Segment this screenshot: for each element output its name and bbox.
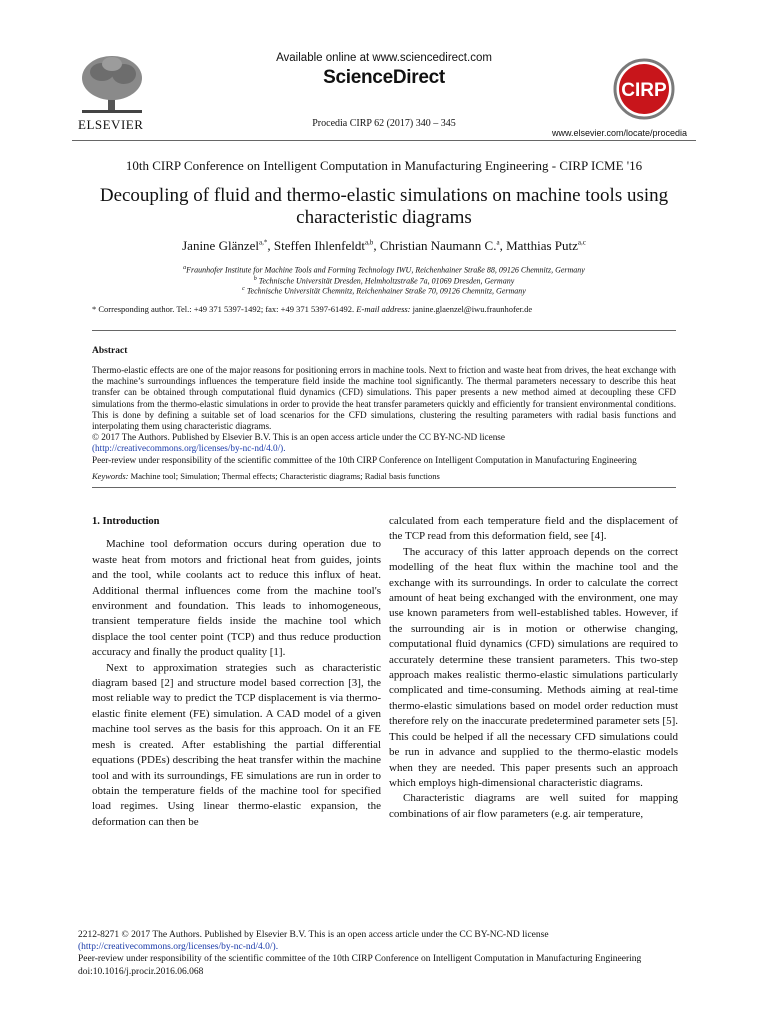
available-online-text: Available online at www.sciencedirect.com (276, 52, 492, 64)
affiliation-text: Technische Universität Dresden, Helmholtzstraße 7a, 01069 Dresden, Germany (256, 276, 515, 286)
author-affiliation-marker: a (496, 238, 500, 247)
journal-citation: Procedia CIRP 62 (2017) 340 – 345 (312, 118, 456, 129)
affiliation-marker: a (183, 265, 187, 271)
affiliation-text: Fraunhofer Institute for Machine Tools and Forming Technology IWU, Reichenhainer Straße 88, 09126 Chemnitz, Germany (186, 265, 585, 275)
header-divider (72, 140, 696, 141)
author-name: Christian Naumann C. (379, 238, 497, 253)
cirp-logo (606, 58, 682, 120)
body-paragraph: Next to approximation strategies such as characteristic diagram based [2] and structure model based correction [3], the most reliable way to predict the TCP displacement is via thermo-elastic finite element (FE) simulation. A CAD model of a given machine tool serves as the basis for this approach. On it an FE mesh is created. After establishing the partial differential equations (PDEs) describing the heat transfer within the machine tool and with its surroundings, FE simulations are run in order to obtain the temperature fields of the machine tool for specified load regimes. Using linear thermo-elastic expansion, the deformation can then be (92, 661, 381, 828)
abstract-heading: Abstract (92, 346, 128, 356)
abstract-text: Thermo-elastic effects are one of the major reasons for positioning errors in machine tools. Next to friction and waste heat from drives, the heat exchange with the machine’s surroundings influences the temperature field inside the machine tool significantly. The thermal parameters necessary to describe this heat transfer can be obtained through computational fluid dynamics (CFD) simulations. This paper presents a new method aimed at decoupling these CFD simulations from the thermo-elastic simulations in order to provide the heat transfer parameters quickly and efficiently for transient environmental conditions. This is done by defining a suitable set of load scenarios for the CFD simulations, clustering the resulting parameters with radial basis functions and interpolating them using characteristic diagrams. (92, 365, 676, 432)
author-name: Janine Glänzel (182, 238, 259, 253)
footer-issn: 2212-8271 © 2017 The Authors. Published by Elsevier B.V. This is an open access article under the CC BY-NC-ND license (78, 930, 549, 940)
cirp-logo-text: CIRP (621, 80, 667, 101)
abstract-bottom-divider (92, 487, 676, 488)
license-link[interactable]: (http://creativecommons.org/licenses/by-nc-nd/4.0/). (92, 443, 286, 454)
right-column (389, 514, 678, 822)
affiliation-line (0, 286, 768, 296)
corresponding-author-note: * Corresponding author. Tel.: +49 371 5397-1492; fax: +49 371 5397-61492. E-mail address: janine.glaenzel@iwu.fraunhofer.de (92, 304, 533, 314)
footer-doi[interactable]: doi:10.1016/j.procir.2016.06.068 (78, 966, 204, 977)
left-column (92, 514, 381, 830)
keywords-text: Machine tool; Simulation; Thermal effects; Characteristic diagrams; Radial basis functions (128, 471, 440, 481)
abstract-top-divider (92, 330, 676, 331)
affiliation-line (0, 276, 768, 286)
affiliation-line (0, 265, 768, 275)
author-name: Steffen Ihlenfeldt (273, 238, 365, 253)
author-affiliation-marker: a,c (577, 238, 586, 247)
email-address[interactable]: janine.glaenzel@iwu.fraunhofer.de (410, 304, 533, 314)
keywords-label: Keywords: (92, 471, 129, 481)
abstract-body (92, 365, 676, 466)
journal-url[interactable]: www.elsevier.com/locate/procedia (552, 128, 688, 138)
body-paragraph: The accuracy of this latter approach depends on the correct modelling of the heat flux within the machine tool and the exchange with its surroundings. In order to calculate the correct amount of heat being exchanged with the environment, one may use known parameters from well-established tables. However, if the surrounding air is in motion or otherwise changing, computational fluid dynamics (CFD) simulations are required to accurately determine these transient parameters. This two-step approach makes realistic thermo-elastic simulations particularly complicated and time-consuming. Methods aiming at real-time thermo-elastic simulations based on model order reduction must therefore rely on the inaccurate predetermined parameter sets [5]. This could be helped if all the necessary CFD simulations could be run in advance and supplied to the thermo-elastic models when they are needed. This paper presents such an approach which employs high-dimensional characteristic diagrams. (389, 545, 678, 789)
footer-peer-review: Peer-review under responsibility of the scientific committee of the 10th CIRP Conference on Intelligent Computation in Manufacturing Engineering (78, 954, 642, 965)
abstract-copyright: © 2017 The Authors. Published by Elsevier B.V. This is an open access article under the CC BY-NC-ND license (92, 432, 505, 443)
keywords-line (92, 471, 440, 481)
author-name: Matthias Putz (506, 238, 578, 253)
body-paragraph: Machine tool deformation occurs during operation due to waste heat from motors and frictional heat from guides, joints and the tool, while coolants act to reduce this influx of heat. Additional thermal influences come from the machine tool's environment and foundation. This leads to inhomogeneous, transient temperature fields inside the machine tool which displace the tool center point (TCP) and thus reduce production accuracy and finally the product quality [1]. (92, 538, 381, 659)
paper-title (84, 185, 684, 229)
sciencedirect-logo: ScienceDirect (323, 67, 445, 88)
title-line: characteristic diagrams (296, 207, 472, 228)
author-list: Janine Glänzel$^{a,*}$, Steffen Ihlenfeldt$^{a,b}$, Christian Naumann C.$^a$, Matthias Putz$^{a,c}$ (182, 238, 586, 253)
author-affiliation-marker: a,* (259, 238, 268, 247)
body-paragraph: calculated from each temperature field and the displacement of the TCP read from this deformation field, see [4]. (389, 515, 678, 543)
publisher-name: ELSEVIER (78, 117, 144, 132)
body-paragraph: Characteristic diagrams are well suited for mapping combinations of air flow parameters (e.g. air temperature, (389, 792, 678, 820)
conference-name: 10th CIRP Conference on Intelligent Computation in Manufacturing Engineering - CIRP ICME '16 (125, 158, 643, 173)
affiliation-marker: c (242, 286, 245, 292)
email-label: E-mail address: (356, 304, 411, 314)
affiliation-marker: b (253, 276, 257, 282)
affiliation-text: Technische Universität Chemnitz, Reichenhainer Straße 70, 09126 Chemnitz, Germany (244, 286, 526, 296)
footer-license-link[interactable]: (http://creativecommons.org/licenses/by-nc-nd/4.0/). (78, 942, 279, 953)
abstract-peer-review: Peer-review under responsibility of the scientific committee of the 10th CIRP Conference on Intelligent Computation in Manufacturing Engineering (92, 454, 637, 465)
title-line: Decoupling of fluid and thermo-elastic simulations on machine tools using (99, 185, 669, 206)
page-footer (78, 929, 698, 978)
author-affiliation-marker: a,b (364, 238, 374, 247)
section-heading: 1. Introduction (92, 516, 160, 527)
